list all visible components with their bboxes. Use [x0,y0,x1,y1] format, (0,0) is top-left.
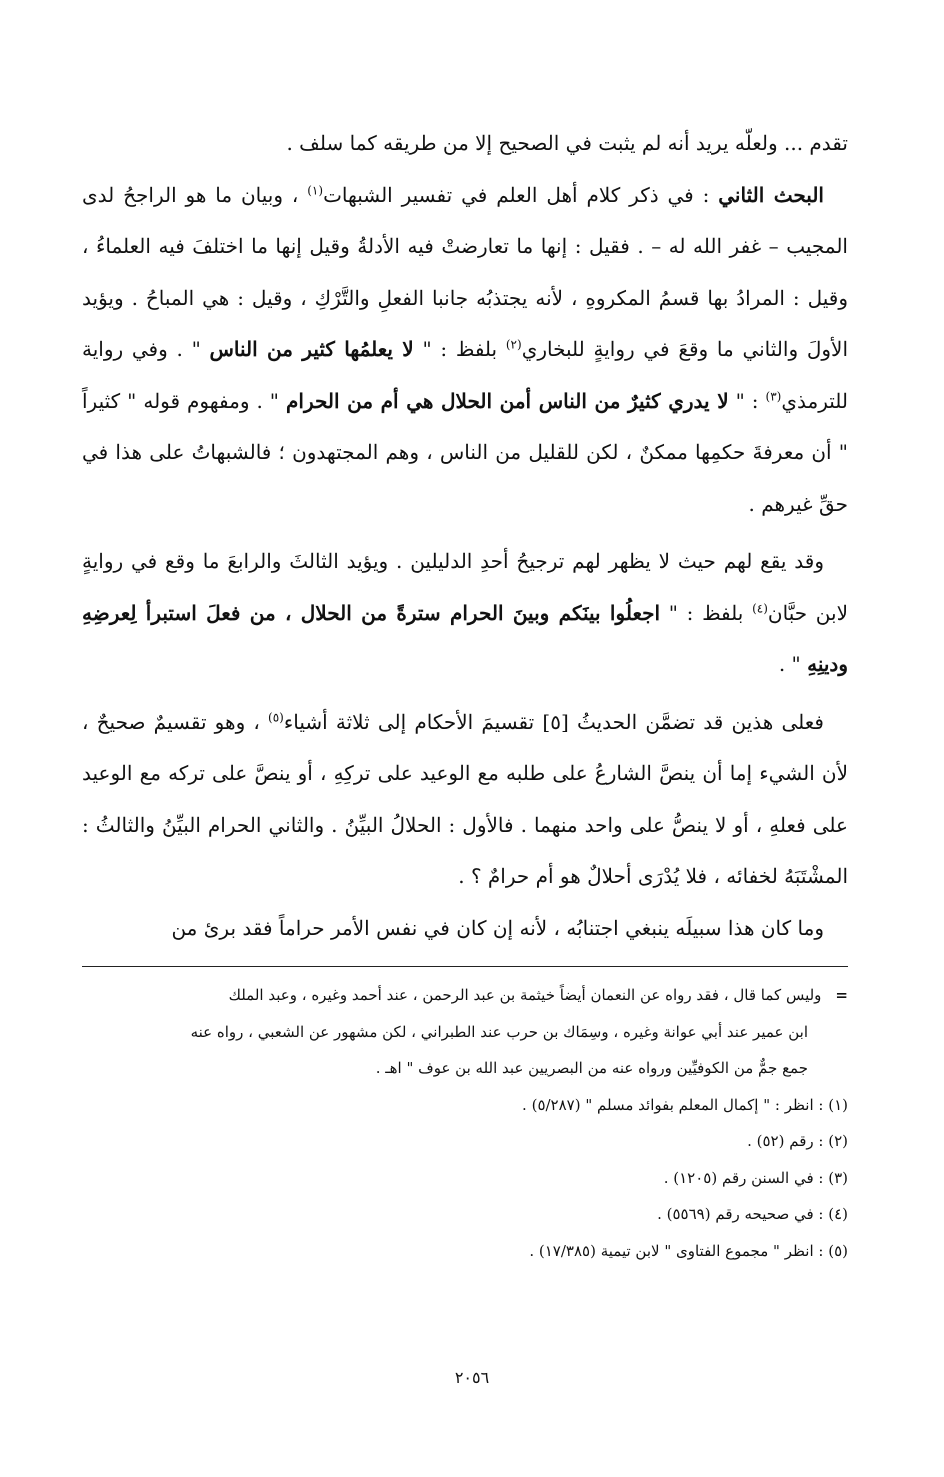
footnote-ref-2[interactable]: (٢) [505,337,522,352]
footnote-1: (١) : انظر : " إكمال المعلم بفوائد مسلم " (٥/٢٨٧) . [522,1095,848,1114]
footnote-continuation: =وليس كما قال ، فقد رواه عن النعمان أيضاً خيثمة بن عبد الرحمن ، عند أحمد وغيره ، وعبد الملك [228,986,848,1004]
hadith-quote: اجعلُوا بينَكم وبينَ الحرام سترةً من الحلال ، من فعلَ استبرأ لِعرضِهِ ودينِهِ [82,600,848,676]
continuation-marker: = [835,986,848,1004]
hadith-quote: لا يعلمُها كثير من الناس [209,337,414,361]
footnote-ref-4[interactable]: (٤) [752,600,768,615]
footnote-3: (٣) : في السنن رقم (١٢٠٥) . [663,1168,848,1187]
paragraph-3: وقد يقع لهم حيث لا يظهر لهم ترجيحُ أحدِ الدليلين . ويؤيد الثالثَ والرابعَ ما وقع في روايةٍ لابن حبَّان$^{(٤)}$ بلفظ : " اجعلُوا بينَكم وبينَ الحرام سترةً من الحلال ، من فعلَ استبرأ لِعرضِهِ ودينِهِ " . [82,549,848,676]
footnotes [82,977,848,1269]
footnote-4: (٤) : في صحيحه رقم (٥٥٦٩) . [657,1205,848,1223]
footnote-ref-3[interactable]: (٣) [765,388,782,403]
paragraph-5: وما كان هذا سبيلَه ينبغي اجتنابُه ، لأنه إن كان في نفس الأمر حراماً فقد برئ من [171,915,824,940]
footnote-ref-5[interactable]: (٥) [268,709,284,724]
page-body [82,118,848,1269]
footnote-2: (٢) : رقم (٥٢) . [747,1132,848,1150]
paragraph-4: فعلى هذين قد تضمَّن الحديثُ [٥] تقسيمَ الأحكام إلى ثلاثة أشياء$^{(٥)}$ ، وهو تقسيمٌ صحيحٌ ، لأن الشيء إما أن ينصَّ الشارعُ على طلبه مع الوعيد على تركِهِ ، أو ينصَّ على تركه مع الوعيد على فعلهِ ، أو لا ينصُّ على واحد منهما . فالأول : الحلالُ البيِّنُ . والثاني الحرام البيِّنُ والثالثُ : المشْتَبَهُ لخفائه ، فلا يُدْرَى أحلالٌ هو أم حرامٌ ؟ . [82,709,848,888]
hadith-quote: لا يدري كثيرٌ من الناس أمن الحلال هي أم من الحرام [286,388,729,413]
paragraph-2: البحث الثاني : في ذكر كلام أهل العلم في تفسير الشبهات$^{(١)}$ ، وبيان ما هو الراجحُ لدى المجيب – غفر الله له – . فقيل : إنها ما تعارضتْ فيه الأدلةُ وقيل إنها ما اختلفَ فيه العلماءُ ، وقيل : المرادُ بها قسمُ المكروهِ ، لأنه يجتذبُه جانبا الفعلِ والتَّرْكِ ، وقيل : هي المباحُ . ويؤيد الأولَ والثاني ما وقعَ في روايةٍ للبخاري$^{(٢)}$ بلفظ : " لا يعلمُها كثير من الناس " . وفي رواية للترمذي$^{(٣)}$ : " لا يدري كثيرٌ من الناس أمن الحلال هي أم من الحرام " . ومفهوم قوله " كثيراً " أن معرفةَ حكمِها ممكنٌ ، لكن للقليل من الناس ، وهم المجتهدون ؛ فالشبهاتُ على هذا في حقِّ غيرهم . [82,182,848,516]
footnote-ref-1[interactable]: (١) [307,182,324,197]
page-number: ٢٠٥٦ [454,1368,490,1387]
footnote-continuation: ابن عمير عند أبي عوانة وغيره ، وسِمَاك بن حرب عند الطبراني ، لكن مشهور عن الشعبي ، رواه عنه [190,1022,808,1041]
footnote-continuation: جمع جمٌّ من الكوفيِّين ورواه عنه من البصريين عبد الله بن عوف " اهـ . [375,1059,808,1077]
footnote-divider [82,966,848,967]
paragraph-1: تقدم ... ولعلّه يريد أنه لم يثبت في الصحيح إلا من طريقه كما سلف . [286,131,848,155]
footnote-5: (٥) : انظر " مجموع الفتاوى " لابن تيمية (١٧/٣٨٥) . [529,1241,848,1260]
section-heading: البحث الثاني [718,182,824,207]
main-text [82,118,848,954]
